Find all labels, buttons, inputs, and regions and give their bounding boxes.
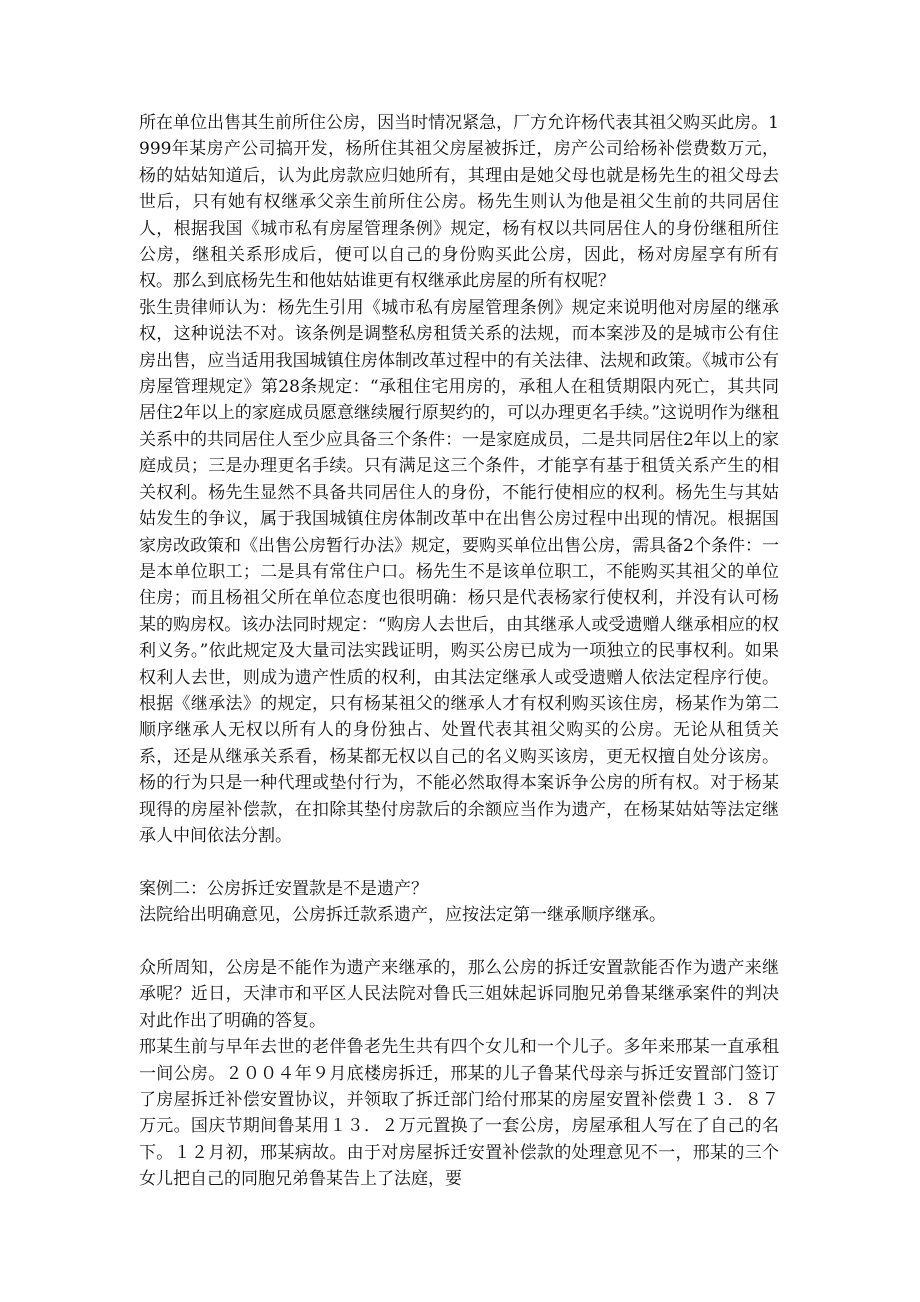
paragraph-lawyer-opinion: 张生贵律师认为：杨先生引用《城市私有房屋管理条例》规定来说明他对房屋的继承权，这种说法不对。该条例是调整私房租赁关系的法规，而本案涉及的是城市公有住房出售，应当适用我国城镇住房体制改革过程中的有关法律、法规和政策。《城市公有房屋管理规定》第28条规定：“承租住宅用房的，承租人在租赁期限内死亡，其共同居住2年以上的家庭成员愿意继续履行原契约的，可以办理更名手续。”这说明作为继租关系中的共同居住人至少应具备三个条件：一是家庭成员，二是共同居住2年以上的家庭成员；三是办理更名手续。只有满足这三个条件，才能享有基于租赁关系产生的相关权利。杨先生显然不具备共同居住人的身份，不能行使相应的权利。杨先生与其姑姑发生的争议，属于我国城镇住房体制改革中在出售公房过程中出现的情况。根据国家房改政策和《出售公房暂行办法》规定，要购买单位出售公房，需具备2个条件：一是本单位职工；二是具有常住户口。杨先生不是该单位职工，不能购买其祖父的单位住房；而且杨祖父所在单位态度也很明确：杨只是代表杨家行使权利，并没有认可杨某的购房权。该办法同时规定：“购房人去世后，由其继承人或受遗赠人继承相应的权利义务。”依此规定及大量司法实践证明，购买公房已成为一项独立的民事权利。如果权利人去世，则成为遗产性质的权利，由其法定继承人或受遗赠人依法定程序行使。根据《继承法》的规定，只有杨某祖父的继承人才有权利购买该住房，杨某作为第二顺序继承人无权以所有人的身份独占、处置代表其祖父购买的公房。无论从租赁关系，还是从继承关系看，杨某都无权以自己的名义购买该房，更无权擅自处分该房。杨的行为只是一种代理或垫付行为，不能必然取得本案诉争公房的所有权。对于杨某现得的房屋补偿款，在扣除其垫付房款后的余额应当作为遗产，在杨某姑姑等法定继承人中间依法分割。	[139, 297, 780, 846]
paragraph-case-two-facts: 邢某生前与早年去世的老伴鲁老先生共有四个女儿和一个儿子。多年来邢某一直承租一间公房。２００４年９月底楼房拆迁，邢某的儿子鲁某代母亲与拆迁安置部门签订了房屋拆迁补偿安置协议，并领取了拆迁部门给付邢某的房屋安置补偿费１３．８７万元。国庆节期间鲁某用１３．２万元置换了一套公房，房屋承租人写在了自己的名下。１２月初，邢某病故。由于对房屋拆迁安置补偿款的处理意见不一，邢某的三个女儿把自己的同胞兄弟鲁某告上了法庭，要	[139, 1037, 779, 1190]
paragraph-intro: 众所周知，公房是不能作为遗产来继承的，那么公房的拆迁安置款能否作为遗产来继承呢？近日，天津市和平区人民法院对鲁氏三姐妹起诉同胞兄弟鲁某继承案件的判决对此作出了明确的答复。	[139, 957, 779, 1031]
case-two-heading: 案例二：公房拆迁安置款是不是遗产？	[139, 878, 428, 899]
paragraph-gap	[139, 849, 779, 875]
document-page	[139, 110, 779, 1193]
paragraph-gap	[139, 929, 779, 955]
case-two-summary: 法院给出明确意见，公房拆迁款系遗产，应按法定第一继承顺序继承。	[139, 905, 666, 926]
paragraph-case-background: 所在单位出售其生前所住公房，因当时情况紧急，厂方允许杨代表其祖父购买此房。1999年某房产公司搞开发，杨所住其祖父房屋被拆迁，房产公司给杨补偿费数万元，杨的姑姑知道后，认为此房款应归她所有，其理由是她父母也就是杨先生的祖父母去世后，只有她有权继承父亲生前所住公房。杨先生则认为他是祖父生前的共同居住人，根据我国《城市私有房屋管理条例》规定，杨有权以共同居住人的身份继租所住公房，继租关系形成后，便可以自己的身份购买此公房，因此，杨对房屋享有所有权。那么到底杨先生和他姑姑谁更有权继承此房屋的所有权呢？	[139, 113, 779, 292]
